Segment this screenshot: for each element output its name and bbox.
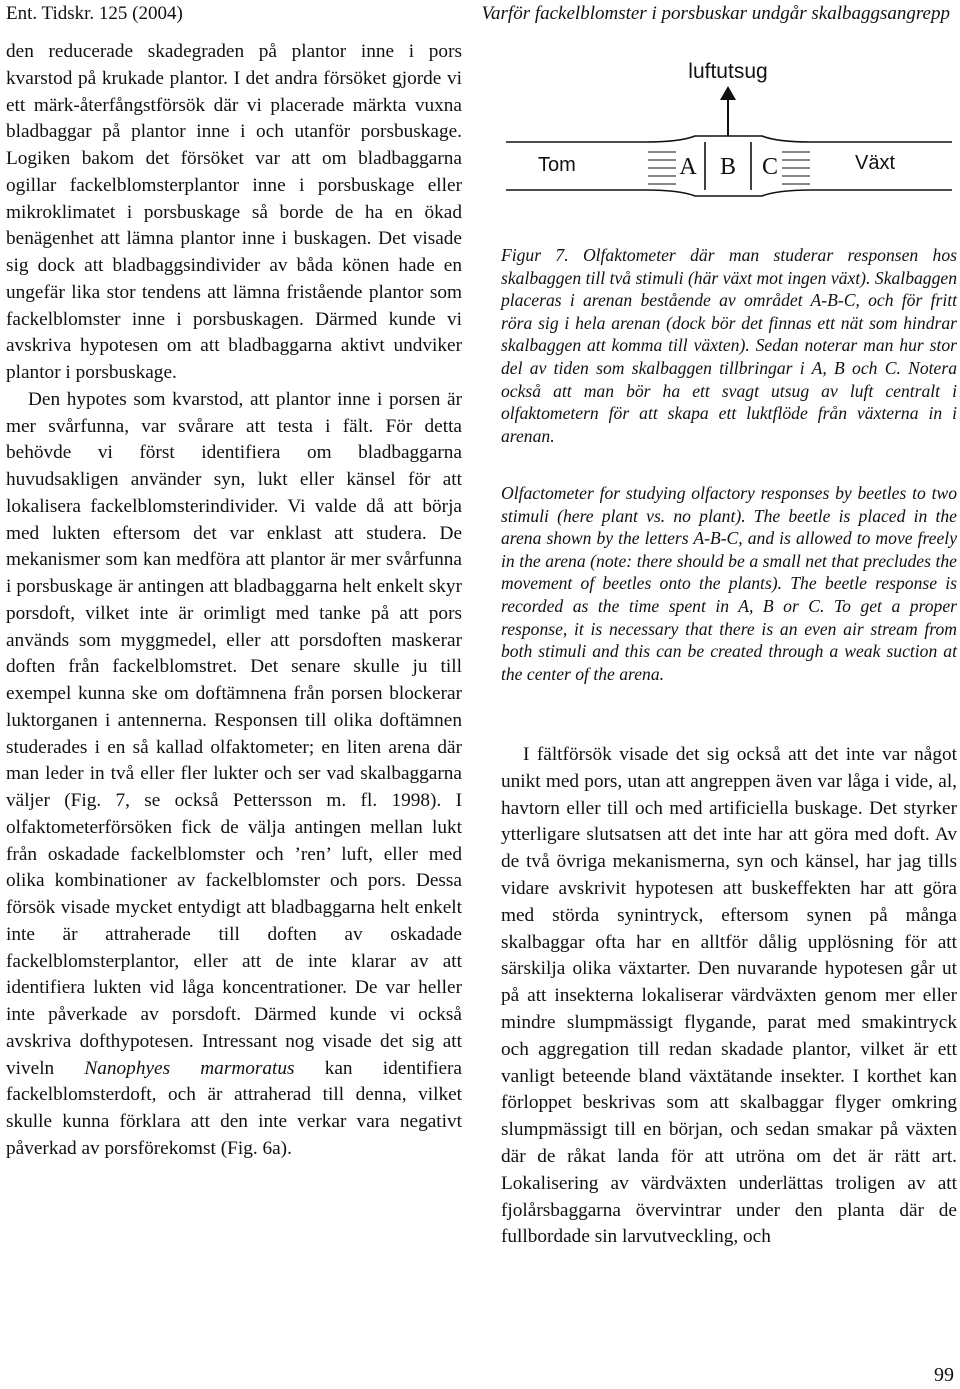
figure-caption-english — [501, 482, 957, 685]
olfactometer-figure — [500, 50, 958, 210]
zone-b-label: B — [719, 154, 737, 180]
right-column — [501, 742, 957, 1251]
zone-a-label: A — [679, 154, 697, 180]
arena-bottom-edge — [645, 190, 812, 196]
page-number: 99 — [934, 1364, 954, 1386]
left-column — [6, 39, 462, 1163]
paragraph-olfactometer — [6, 387, 462, 1163]
empty-stimulus-label: Tom — [538, 154, 576, 176]
running-title: Varför fackelblomster i porsbuskar undgår skalbaggsangrepp — [481, 3, 950, 24]
paragraph-field-experiments: I fältförsök visade det sig också att det inte var något unikt med pors, utan att angreppen även var låga i vide, al, havtorn eller till och med artificiella buskage. Det styrker ytterligare slutsatsen att det inte har att göra med doft. Av de två övriga mekanismerna, syn och känsel, har jag tills vidare avskrivit hypotesen att buskeffekten har att göra med störda synintryck, eftersom synen på många skalbaggar ofta har en alltför dålig upplösning för att särskilja olika växtarter. Den nuvarande hypotesen går ut på att insekterna lokaliserar värdväxten genom mer eller mindre slumpmässigt flygande, parat med smakintryck och aggregation till redan skadade plantor, vilket är ett vanligt beteende bland växtätande insekter. I korthet kan förloppet beskrivas som att skalbaggar flyger omkring slumpmässigt till en början, och sedan smakar på växten där de råkat landa för att utröna om det är rätt art. Lokalisering av värdväxten underlättas troligen av att fjolårsbaggarna övervintrar under den planta där de fullbordade sin larvutveckling, och — [501, 744, 957, 1248]
figure-caption-swedish — [501, 244, 957, 447]
paragraph-mark-recapture: den reducerade skadegraden på plantor inne i pors kvarstod på krukade plantor. I det andra försöket gjorde vi ett märk-återfångstförsök där vi placerade märkta vuxna bladbaggar på plantor inne i och utanför porsbuskage. Logiken bakom det försöket var att om bladbaggarna ogillar fackelblomsterplantor inne i porsbuskage eller mikroklimatet i porsbuskage så borde de ha en ökad benägenhet att lämna plantor inne i buskagen. Det visade sig dock att bladbaggsindivider av båda könen hade en ungefär lika stor tendens att lämna fristående plantor som fackelblomster inne i porsbuskagen. Därmed kunde vi avskriva hypotesen om att bladbaggarna aktivt undviker plantor i porsbuskage. — [6, 41, 462, 383]
plant-stimulus-label: Växt — [855, 152, 896, 174]
suction-arrow-head — [720, 86, 736, 100]
zone-c-label: C — [761, 154, 779, 180]
figure-caption-english-text: Olfactometer for studying olfactory responses by beetles to two stimuli (here plant vs. no plant). The beetle is placed in the arena shown by the letters A-B-C, and is allowed to move freely in the arena (note: there should be a small net that precludes the movement of beetles onto the plants). The beetle response is recorded as the time spent in A, B or C. To get a proper response, it is necessary that there is an even air stream from both stimuli and this can be created through a weak suction at the center of the arena. — [501, 483, 957, 684]
suction-label: luftutsug — [688, 60, 768, 83]
arena-top-edge — [645, 136, 812, 142]
paragraph-olfactometer-text-b: kan identifiera fackelblomsterdoft, och är attraherad till denna, vilket skulle kunna förklara att den inte verkar vara negativt påverkad av porsförekomst (Fig. 6a). — [6, 1057, 462, 1159]
species-name: Nanophyes marmoratus — [84, 1057, 295, 1079]
journal-reference: Ent. Tidskr. 125 (2004) — [6, 3, 183, 24]
olfactometer-diagram — [500, 50, 958, 210]
figure-caption-swedish-text: Figur 7. Olfaktometer där man studerar responsen hos skalbaggen till två stimuli (här växt mot ingen växt). Skalbaggen placeras i arenan bestående av området A-B-C, och för fritt röra sig i hela arenan (dock bör det finnas ett nät som hindrar skalbaggen att komma till växten). Sedan noterar man hur stor del av tiden som skalbaggen tillbringar i A, B och C. Notera också att man bör ha ett svagt utsug av luft centralt i olfaktometern för att skapa ett luktflöde från växterna in i arenan. — [501, 245, 957, 446]
paragraph-olfactometer-text-a: Den hypotes som kvarstod, att plantor inne i porsen är mer svårfunna, var svårare att testa i fält. För detta behövde vi först identifiera om bladbaggarna huvudsakligen använder syn, lukt eller känsel för att lokalisera fackelblomsterindivider. Vi valde då att börja med lukten eftersom det var enklast att studera. De mekanismer som kan medföra att plantor är mer svårfunna i porsbuskage är antingen att bladbaggarna helt enkelt skyr porsdoft, vilket inte är orimligt med tanke på att pors används som myggmedel, eller att porsdoften maskerar doften från fackelblomstret. Det senare skulle ju till exempel kunna ske om doftämnena från porsen blockerar luktorganen i antennerna. Responsen till olika doftämnen studerades i en så kallad olfaktometer; en liten arena där man leder in två eller fler lukter och ser vad skalbaggarna väljer (Fig. 7, se också Pettersson m. fl. 1998). I olfaktometerförsöken fick de välja antingen mellan lukt från oskadade fackelblomster och ’ren’ luft, eller med olika kombinationer av fackelblomster och pors. Dessa försök visade mycket entydigt att bladbaggarna helt enkelt inte är attraherade till doften av oskadade fackelblomsterplantor, eller att de inte klarar av att identifiera lukten vid låga koncentrationer. De var heller inte påverkade av porsdoft. Därmed kunde vi också avskriva dofthypotesen. Intressant nog visade det sig att viveln — [6, 388, 462, 1079]
